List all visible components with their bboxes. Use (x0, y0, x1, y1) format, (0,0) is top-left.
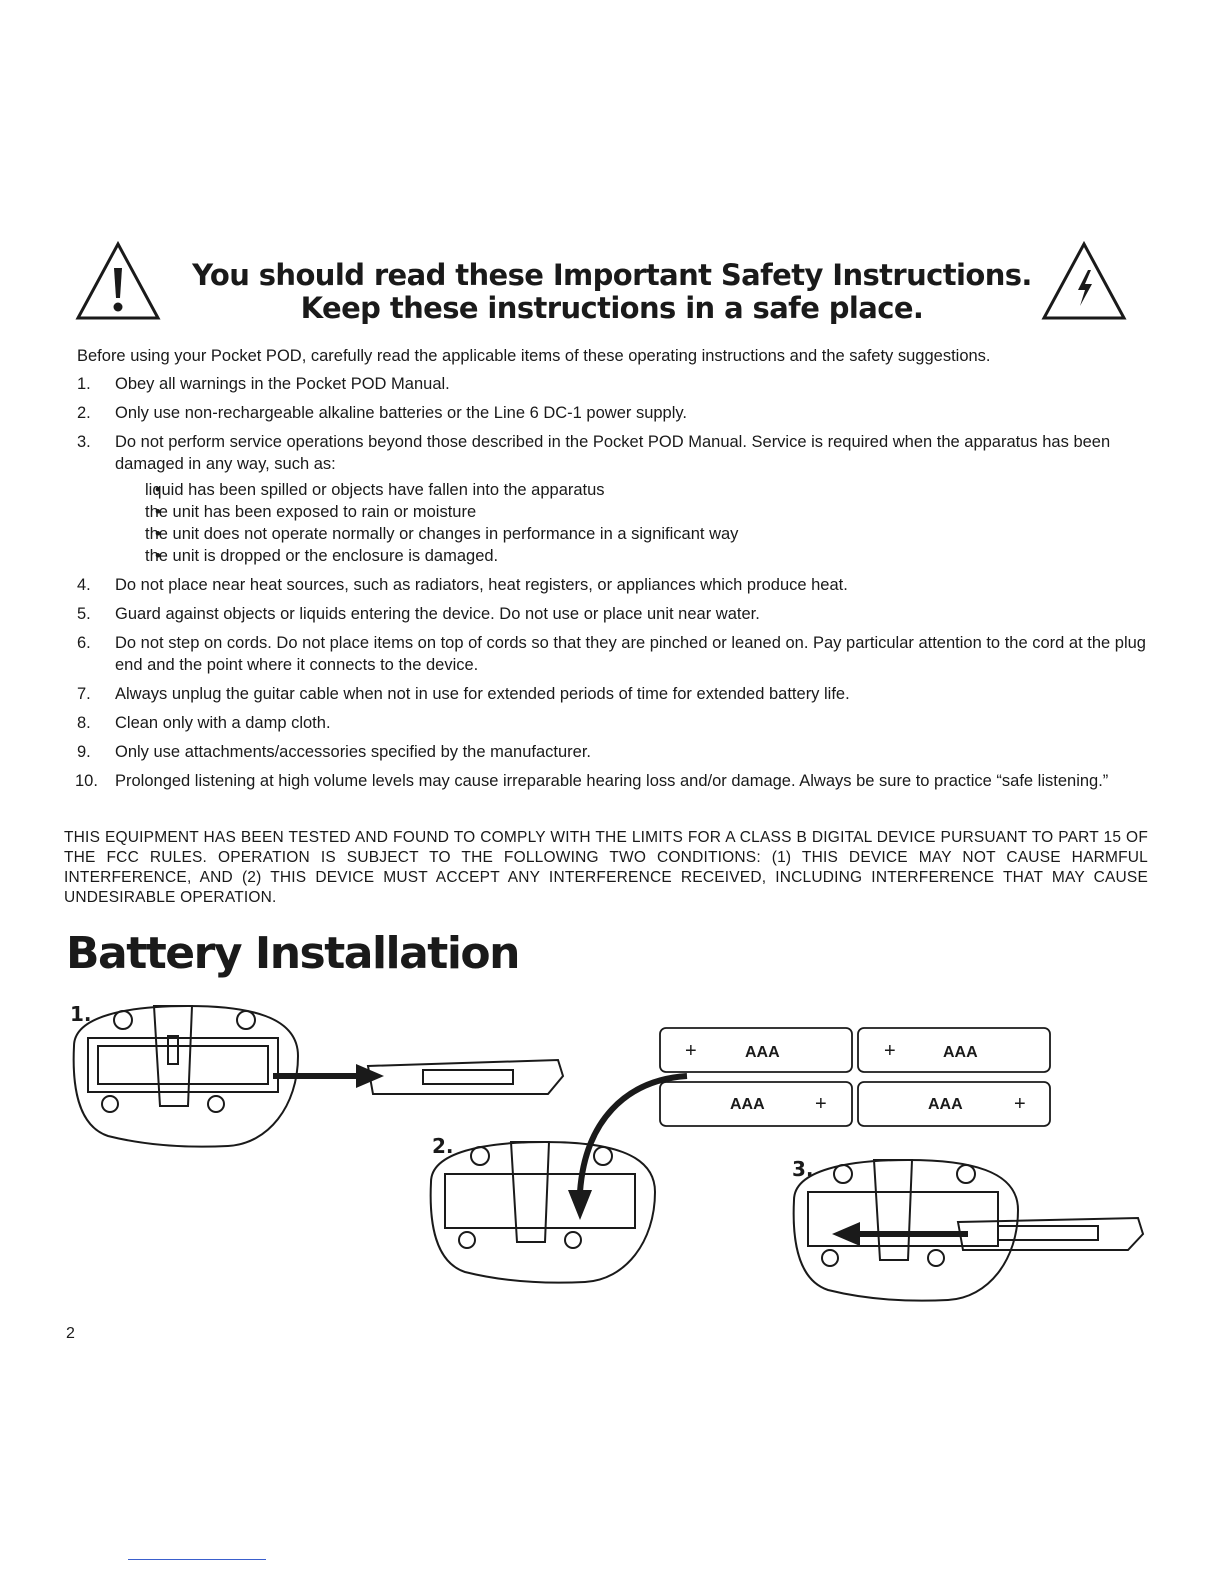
damage-conditions-list (115, 479, 1147, 567)
list-item (77, 373, 1147, 395)
item-text: Clean only with a damp cloth. (115, 714, 331, 732)
bullet-item: • the unit is dropped or the enclosure is damaged. (115, 545, 1147, 567)
item-text: Do not perform service operations beyond those described in the Pocket POD Manual. Service is required when the apparatus has been damaged in any way, such as: (115, 433, 1111, 473)
item-number: 1. (77, 375, 91, 393)
safety-intro: Before using your Pocket POD, carefully read the applicable items of these operating instructions and the safety suggestions. (77, 347, 991, 365)
item-text: Prolonged listening at high volume levels may cause irreparable hearing loss and/or damage. Always be sure to practice “safe listening.” (115, 772, 1109, 790)
item-text: Only use attachments/accessories specified by the manufacturer. (115, 743, 591, 761)
step-2-device-illustration (425, 1072, 690, 1292)
item-text: Guard against objects or liquids entering the device. Do not use or place unit near water. (115, 605, 760, 623)
item-text: Always unplug the guitar cable when not in use for extended periods of time for extended battery life. (115, 685, 850, 703)
item-text: Do not step on cords. Do not place items on top of cords so that they are pinched or leaned on. Pay particular attention to the cord at the plug end and the point where it connects to the device. (115, 634, 1146, 674)
safety-instructions-list (77, 373, 1147, 799)
list-item (77, 770, 1147, 792)
list-item (77, 431, 1147, 567)
bullet-item: • liquid has been spilled or objects have fallen into the apparatus (115, 479, 1147, 501)
battery-label: AAA (943, 1044, 978, 1061)
item-text: Do not place near heat sources, such as radiators, heat registers, or appliances which produce heat. (115, 576, 848, 594)
list-item (77, 683, 1147, 705)
battery-label: AAA (730, 1096, 765, 1113)
list-item (77, 632, 1147, 676)
bullet-item: • the unit does not operate normally or changes in performance in a significant way (115, 523, 1147, 545)
list-item (77, 402, 1147, 424)
battery-plus-label: + (685, 1040, 697, 1062)
step-2-label: 2. (432, 1134, 454, 1158)
step-1-label: 1. (70, 1002, 92, 1026)
safety-heading-line2: Keep these instructions in a safe place. (300, 291, 924, 325)
item-number: 6. (77, 634, 91, 652)
battery-plus-label: + (815, 1093, 827, 1115)
aaa-batteries-illustration (656, 1024, 1056, 1136)
item-text: Only use non-rechargeable alkaline batteries or the Line 6 DC-1 power supply. (115, 404, 688, 422)
battery-installation-title: Battery Installation (66, 928, 519, 979)
battery-plus-label: + (1014, 1093, 1026, 1115)
list-item (77, 712, 1147, 734)
item-text: Obey all warnings in the Pocket POD Manual. (115, 375, 450, 393)
list-item (77, 574, 1147, 596)
battery-plus-label: + (884, 1040, 896, 1062)
item-number: 5. (77, 605, 91, 623)
bullet-item: • the unit has been exposed to rain or moisture (115, 501, 1147, 523)
item-number: 10. (75, 772, 98, 790)
battery-label: AAA (928, 1096, 963, 1113)
item-number: 8. (77, 714, 91, 732)
battery-label: AAA (745, 1044, 780, 1061)
safety-heading-line1: You should read these Important Safety Instructions. (192, 258, 1032, 292)
list-item (77, 741, 1147, 763)
step-3-device-illustration (788, 1150, 1148, 1310)
page-number: 2 (66, 1325, 75, 1342)
list-item (77, 603, 1147, 625)
item-number: 3. (77, 433, 91, 451)
item-number: 7. (77, 685, 91, 703)
footer-rule (128, 1559, 266, 1560)
item-number: 4. (77, 576, 91, 594)
item-number: 9. (77, 743, 91, 761)
fcc-notice: THIS EQUIPMENT HAS BEEN TESTED AND FOUND TO COMPLY WITH THE LIMITS FOR A CLASS B DIGITAL DEVICE PURSUANT TO PART 15 OF THE FCC RULES. OPERATION IS SUBJECT TO THE FOLLOWING TWO CONDITIONS: (1) THIS DEVICE MAY NOT CAUSE HARMFUL INTERFERENCE, AND (2) THIS DEVICE MUST ACCEPT ANY INTERFERENCE RECEIVED, INCLUDING INTERFERENCE THAT MAY CAUSE UNDESIRABLE OPERATION. (64, 829, 1148, 906)
step-3-label: 3. (792, 1157, 814, 1181)
item-number: 2. (77, 404, 91, 422)
